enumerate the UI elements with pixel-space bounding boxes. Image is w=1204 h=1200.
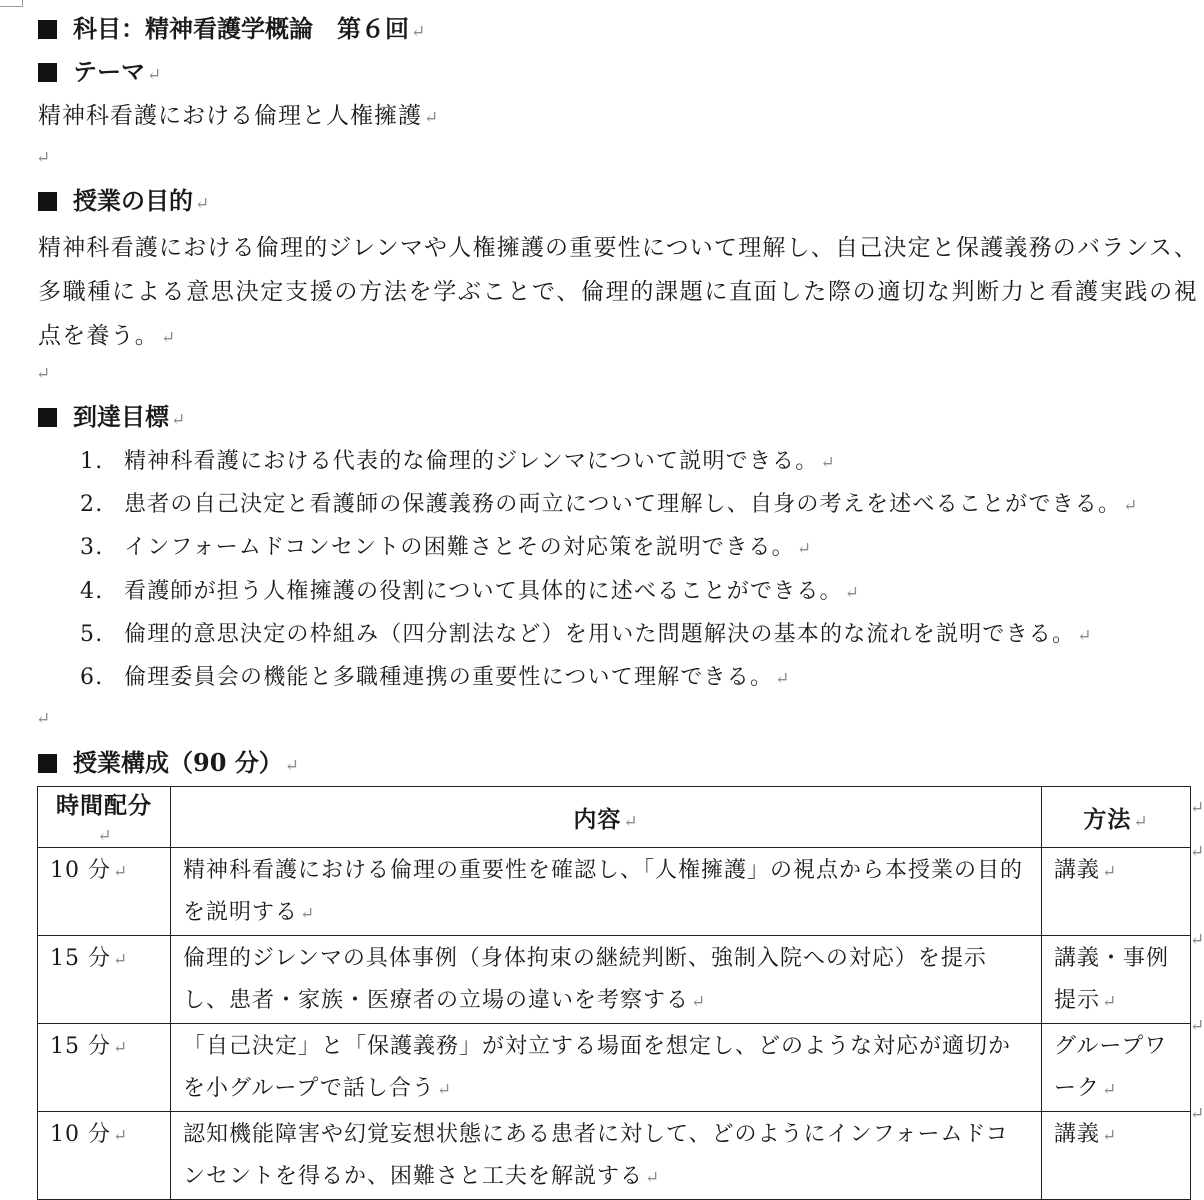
method-cell bbox=[1042, 1112, 1191, 1200]
method-value: 講義 bbox=[1054, 1122, 1101, 1147]
paragraph-mark-icon: ↵ bbox=[113, 1038, 129, 1058]
goal-text: 看護師が担う人権擁護の役割について具体的に述べることができる。 bbox=[124, 578, 843, 604]
method-cell bbox=[1042, 848, 1191, 936]
goal-item bbox=[80, 444, 1139, 487]
content-value: 精神科看護における倫理の重要性を確認し、「人権擁護」の視点から本授業の目的を説明する bbox=[183, 858, 1024, 925]
time-cell bbox=[38, 1024, 171, 1112]
paragraph-mark-icon: ↵ bbox=[113, 1126, 129, 1146]
method-value: グループワーク bbox=[1054, 1034, 1168, 1101]
content-value: 認知機能障害や幻覚妄想状態にある患者に対して、どのようにインフォームドコンセントを得るか、困難さと工夫を解説する bbox=[183, 1122, 1009, 1189]
column-header-content bbox=[171, 787, 1042, 848]
goal-text: インフォームドコンセントの困難さとその対応策を説明できる。 bbox=[124, 535, 795, 561]
method-cell bbox=[1042, 936, 1191, 1024]
square-bullet-icon bbox=[38, 192, 57, 211]
table-row bbox=[38, 1112, 1191, 1200]
content-value: 「自己決定」と「保護義務」が対立する場面を想定し、どのような対応が適切かを小グループで話し合う bbox=[183, 1034, 1012, 1101]
paragraph-mark-icon: ↵ bbox=[775, 668, 791, 689]
goal-text: 精神科看護における代表的な倫理的ジレンマについて説明できる。 bbox=[124, 449, 819, 474]
table-row bbox=[38, 848, 1191, 936]
theme-text bbox=[38, 101, 439, 133]
paragraph-mark-icon: ↵ bbox=[284, 756, 300, 776]
row-end-mark-icon: ↵ bbox=[1190, 842, 1204, 862]
row-end-mark-icon: ↵ bbox=[1190, 1104, 1204, 1124]
paragraph-mark-icon: ↵ bbox=[1133, 811, 1149, 832]
time-cell bbox=[38, 936, 171, 1024]
empty-paragraph: ↵ bbox=[36, 148, 51, 168]
content-cell bbox=[171, 1024, 1042, 1112]
method-value: 講義・事例提示 bbox=[1054, 946, 1170, 1013]
square-bullet-icon bbox=[38, 754, 57, 773]
time-cell bbox=[38, 848, 171, 936]
table-row bbox=[38, 936, 1191, 1024]
method-cell bbox=[1042, 1024, 1191, 1112]
paragraph-mark-icon: ↵ bbox=[424, 108, 440, 128]
goal-number: 3. bbox=[80, 535, 104, 561]
row-end-mark-icon: ↵ bbox=[1190, 798, 1204, 818]
content-value: 倫理的ジレンマの具体事例（身体拘束の継続判断、強制入院への対応）を提示し、患者・家族・医療者の立場の違いを考察する bbox=[183, 946, 987, 1013]
paragraph-mark-icon: ↵ bbox=[820, 453, 836, 473]
goal-item bbox=[80, 487, 1139, 530]
paragraph-mark-icon: ↵ bbox=[97, 826, 113, 846]
paragraph-mark-icon: ↵ bbox=[1102, 1126, 1118, 1146]
content-cell bbox=[171, 1112, 1042, 1200]
paragraph-mark-icon: ↵ bbox=[113, 950, 129, 970]
purpose-heading bbox=[38, 186, 209, 219]
row-end-mark-icon: ↵ bbox=[1190, 930, 1204, 950]
method-value: 講義 bbox=[1054, 858, 1101, 883]
time-value: 10 分 bbox=[50, 1122, 111, 1147]
paragraph-mark-icon: ↵ bbox=[796, 539, 813, 560]
purpose-heading-label: 授業の目的 bbox=[73, 186, 193, 215]
time-value: 10 分 bbox=[50, 858, 111, 883]
subject-heading bbox=[38, 14, 425, 47]
paragraph-mark-icon: ↵ bbox=[1102, 992, 1118, 1012]
paragraph-mark-icon: ↵ bbox=[844, 582, 861, 603]
purpose-text bbox=[38, 226, 1198, 360]
empty-paragraph: ↵ bbox=[36, 709, 51, 729]
paragraph-mark-icon: ↵ bbox=[691, 992, 707, 1012]
paragraph-mark-icon: ↵ bbox=[300, 904, 316, 924]
table-header-row bbox=[38, 787, 1191, 848]
structure-heading-label: 授業構成（90 分） bbox=[73, 748, 283, 777]
column-header-time bbox=[38, 787, 171, 848]
goal-item bbox=[80, 574, 1139, 617]
table-row bbox=[38, 1024, 1191, 1112]
time-value: 15 分 bbox=[50, 946, 111, 971]
paragraph-mark-icon: ↵ bbox=[1077, 625, 1093, 646]
theme-heading-label: テーマ bbox=[73, 57, 145, 86]
paragraph-mark-icon: ↵ bbox=[195, 194, 210, 214]
content-cell bbox=[171, 936, 1042, 1024]
column-header-label: 内容 bbox=[573, 805, 622, 833]
goal-number: 1. bbox=[80, 449, 104, 474]
goal-number: 5. bbox=[80, 621, 104, 647]
row-end-mark-icon: ↵ bbox=[1190, 1016, 1204, 1036]
paragraph-mark-icon: ↵ bbox=[161, 328, 177, 348]
square-bullet-icon bbox=[38, 63, 57, 82]
structure-heading bbox=[38, 748, 299, 781]
goals-heading bbox=[38, 402, 185, 435]
square-bullet-icon bbox=[38, 408, 57, 427]
content-cell bbox=[171, 848, 1042, 936]
goal-number: 2. bbox=[80, 492, 104, 518]
paragraph-mark-icon: ↵ bbox=[411, 22, 426, 42]
empty-paragraph: ↵ bbox=[36, 364, 51, 384]
goals-heading-label: 到達目標 bbox=[73, 402, 169, 431]
column-header-method bbox=[1042, 787, 1191, 848]
column-header-label: 時間配分 bbox=[56, 792, 152, 819]
paragraph-mark-icon: ↵ bbox=[623, 811, 639, 832]
goal-item bbox=[80, 530, 1139, 573]
column-header-label: 方法 bbox=[1083, 805, 1132, 833]
goal-text: 倫理委員会の機能と多職種連携の重要性について理解できる。 bbox=[124, 664, 774, 690]
goal-item bbox=[80, 660, 1139, 703]
goals-list bbox=[80, 444, 1139, 703]
paragraph-mark-icon: ↵ bbox=[645, 1168, 661, 1188]
page-corner-mark bbox=[0, 0, 23, 7]
goal-text: 倫理的意思決定の枠組み（四分割法など）を用いた問題解決の基本的な流れを説明できる。 bbox=[124, 621, 1076, 647]
paragraph-mark-icon: ↵ bbox=[1102, 1080, 1118, 1100]
purpose-text-value: 精神科看護における倫理的ジレンマや人権擁護の重要性について理解し、自己決定と保護義務のバランス、多職種による意思決定支援の方法を学ぶことで、倫理的課題に直面した際の適切な判断力と看護実践の視点を養う。 bbox=[38, 235, 1198, 349]
subject-label: 科目：精神看護学概論 第６回 bbox=[73, 14, 409, 43]
paragraph-mark-icon: ↵ bbox=[147, 65, 162, 85]
goal-text: 患者の自己決定と看護師の保護義務の両立について理解し、自身の考えを述べることができる。 bbox=[124, 492, 1122, 518]
paragraph-mark-icon: ↵ bbox=[436, 1080, 453, 1100]
goal-item bbox=[80, 617, 1139, 660]
paragraph-mark-icon: ↵ bbox=[1123, 496, 1139, 517]
time-cell bbox=[38, 1112, 171, 1200]
theme-text-value: 精神科看護における倫理と人権擁護 bbox=[38, 103, 422, 129]
goal-number: 6. bbox=[80, 664, 104, 690]
goal-number: 4. bbox=[80, 578, 104, 604]
schedule-table bbox=[37, 786, 1191, 1200]
paragraph-mark-icon: ↵ bbox=[1102, 862, 1118, 882]
time-value: 15 分 bbox=[50, 1034, 111, 1059]
paragraph-mark-icon: ↵ bbox=[113, 862, 129, 882]
square-bullet-icon bbox=[38, 20, 57, 39]
theme-heading bbox=[38, 57, 161, 90]
paragraph-mark-icon: ↵ bbox=[171, 410, 186, 430]
